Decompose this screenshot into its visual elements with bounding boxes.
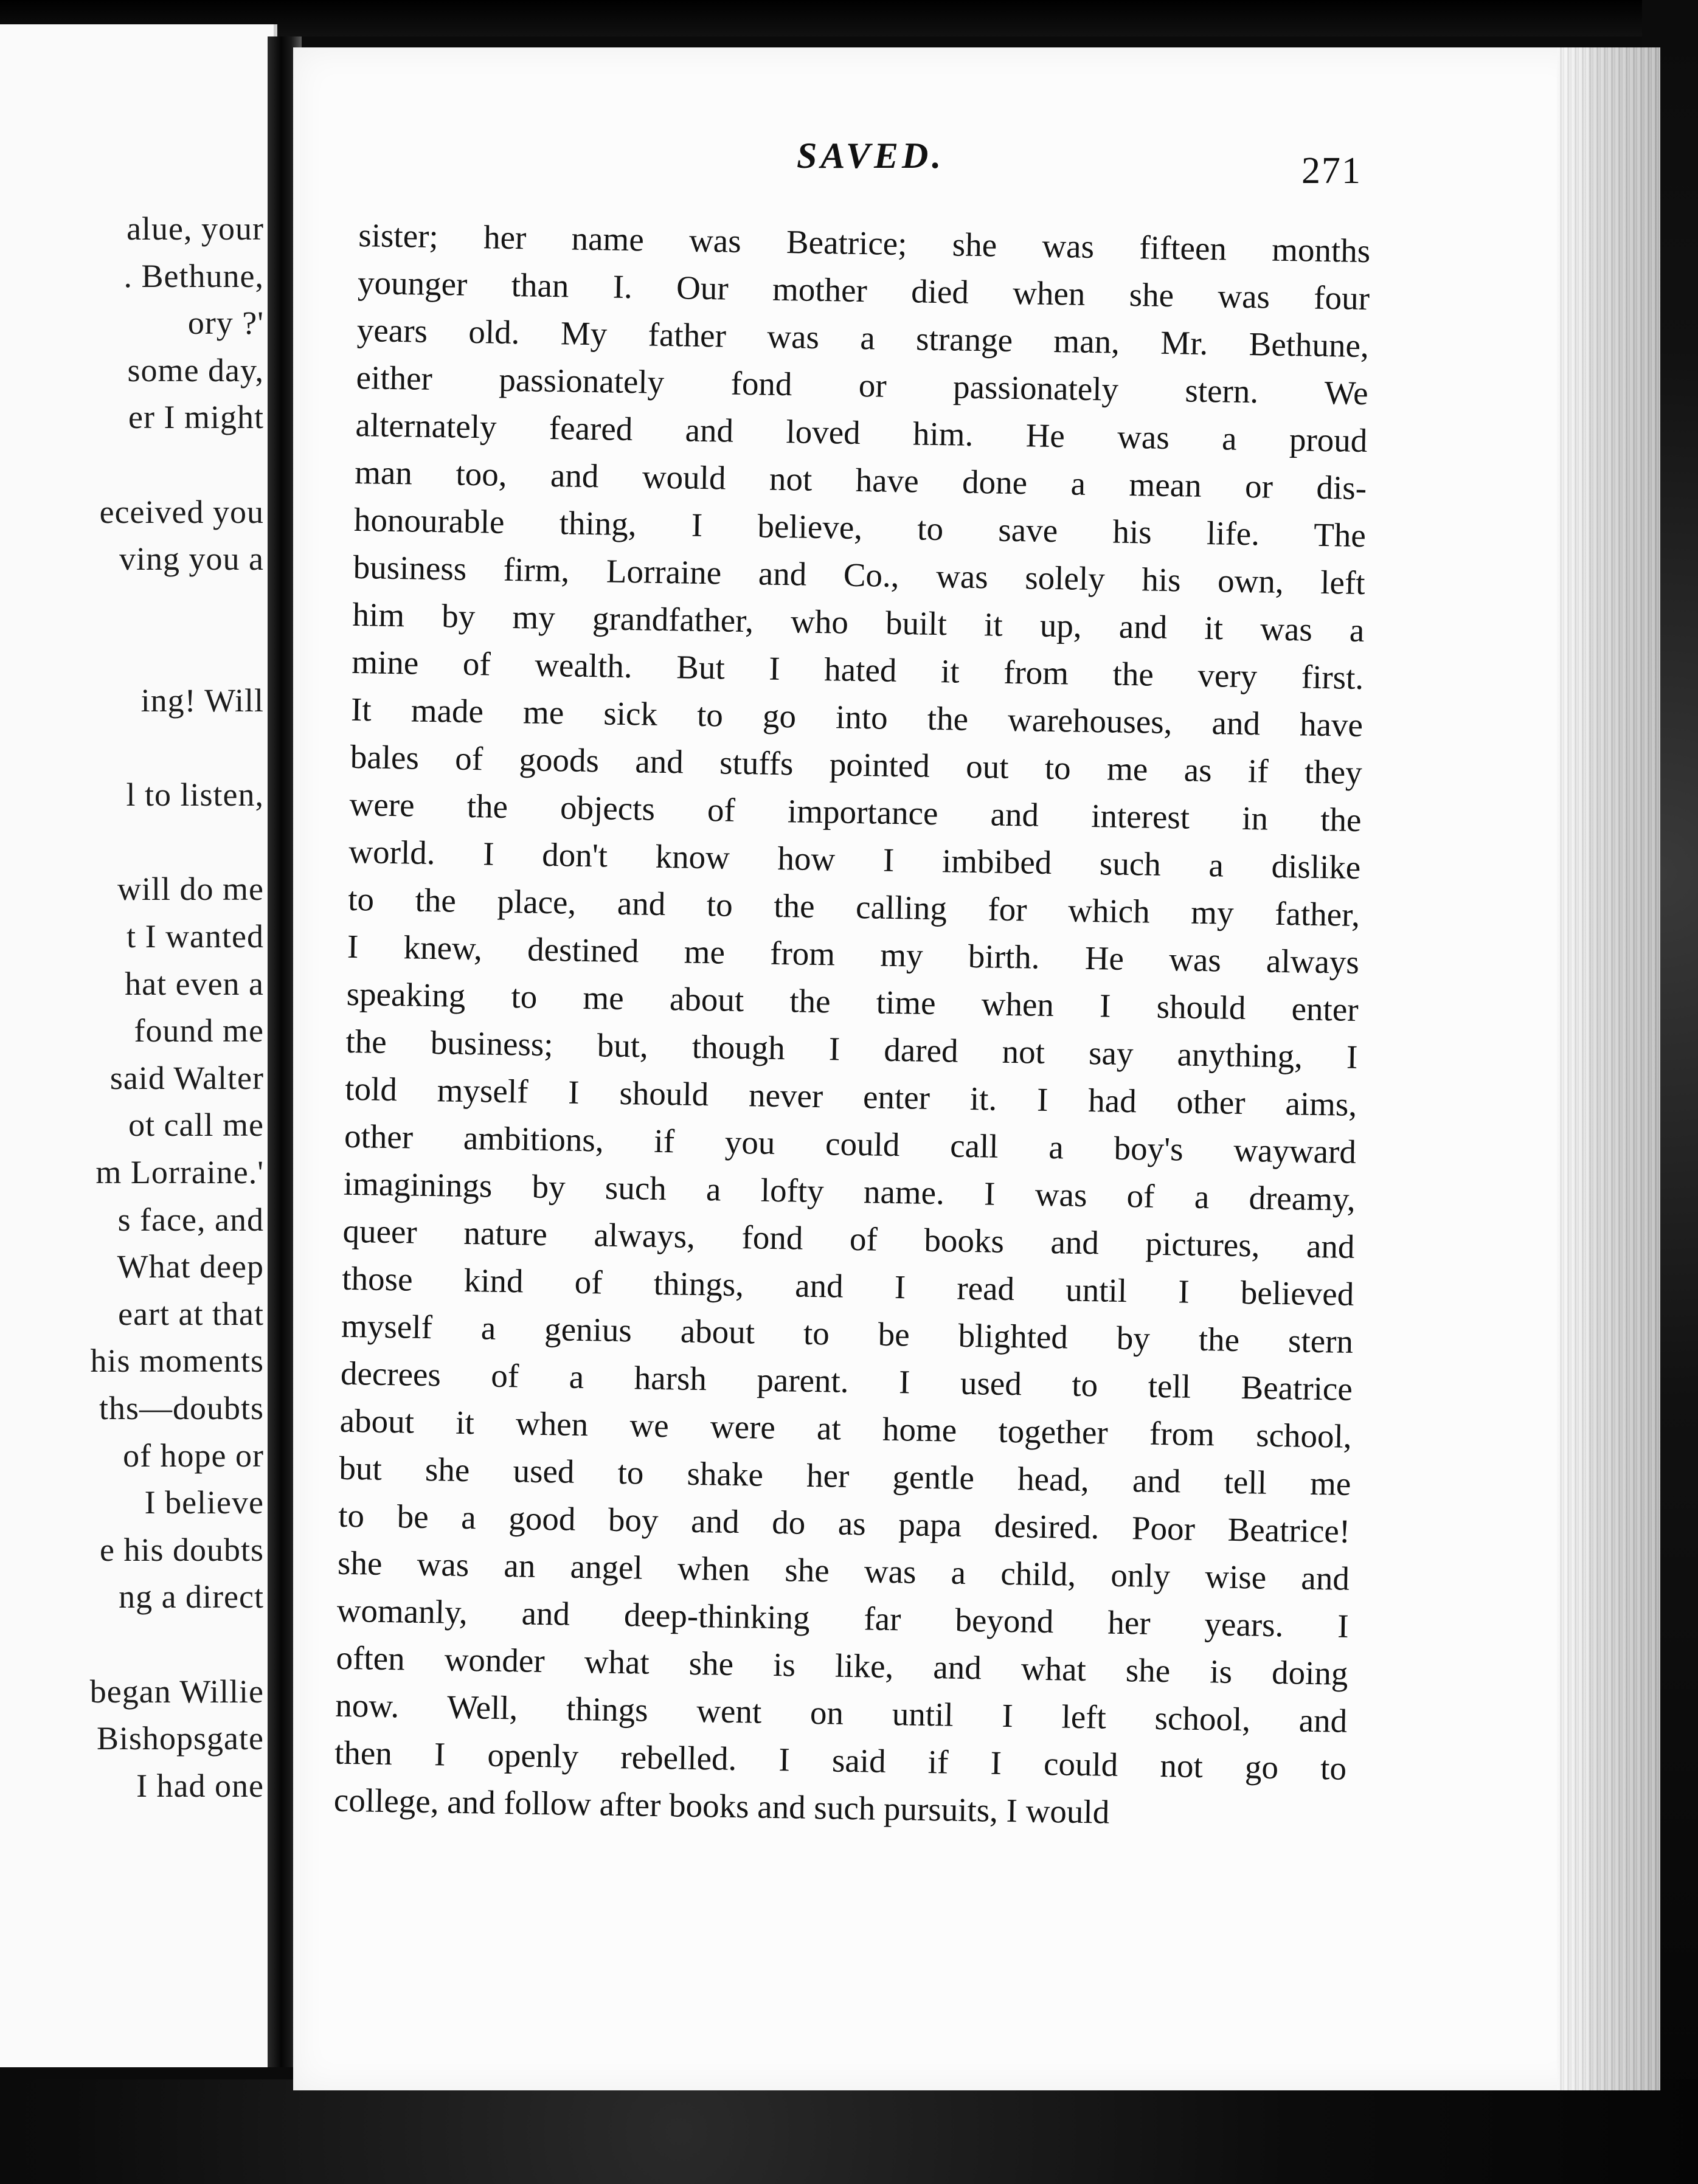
- text-line: but she used to shake her gentle head, and tell me: [339, 1449, 1351, 1502]
- text-line: she was an angel when she was a child, only wise and: [337, 1544, 1350, 1597]
- left-page-line: hat even a: [125, 965, 264, 1002]
- text-line: sister; her name was Beatrice; she was fifteen months: [358, 216, 1371, 270]
- text-line: womanly, and deep-thinking far beyond her years. I: [336, 1591, 1350, 1645]
- left-page-line: l to listen,: [126, 776, 264, 814]
- text-line: man too, and would not have done a mean or dis-: [354, 453, 1367, 507]
- text-line: told myself I should never enter it. I had other aims,: [344, 1070, 1357, 1123]
- page-block-shading: [1557, 47, 1660, 2090]
- left-page-line: er I might: [128, 399, 264, 436]
- text-line: to the place, and to the calling for which my father,: [347, 880, 1360, 933]
- text-line: years old. My father was a strange man, Mr. Bethune,: [356, 311, 1370, 365]
- page-number: 271: [1301, 150, 1362, 192]
- text-line: those kind of things, and I read until I believed: [341, 1259, 1354, 1313]
- text-line: him by my grandfather, who built it up, and it was a: [352, 595, 1365, 649]
- scan-background-bottom: [0, 2079, 1698, 2184]
- left-page-line: . Bethune,: [123, 257, 264, 294]
- left-page-line: of hope or: [123, 1437, 264, 1474]
- text-line: either passionately fond or passionately stern. We: [356, 358, 1368, 412]
- body-text: [333, 212, 1370, 1840]
- text-line: were the objects of importance and interest in the: [349, 785, 1362, 839]
- text-line: then I openly rebelled. I said if I could not go to: [334, 1733, 1347, 1787]
- text-line: other ambitions, if you could call a boy's wayward: [344, 1117, 1357, 1170]
- text-line: world. I don't know how I imbibed such a dislike: [348, 832, 1361, 886]
- text-line: It made me sick to go into the warehouses, and have: [350, 690, 1364, 744]
- left-page-line: Bishopsgate: [97, 1720, 264, 1757]
- left-page-line: e his doubts: [99, 1531, 264, 1568]
- running-head: SAVED.: [797, 136, 945, 176]
- text-line: myself a genius about to be blighted by the stern: [341, 1307, 1354, 1360]
- text-line: speaking to me about the time when I should enter: [346, 975, 1359, 1028]
- left-page-line: began Willie: [89, 1673, 264, 1710]
- left-page-line: said Walter: [109, 1059, 264, 1096]
- text-line: alternately feared and loved him. He was a proud: [355, 406, 1368, 460]
- left-page-line: What deep: [117, 1248, 264, 1285]
- text-line: business firm, Lorraine and Co., was solely his own, left: [353, 548, 1366, 602]
- left-page-line: s face, and: [117, 1201, 264, 1238]
- left-page-line: ving you a: [119, 541, 264, 578]
- left-page-line: ng a direct: [119, 1578, 264, 1616]
- text-line: imaginings by such a lofty name. I was of a dreamy,: [343, 1164, 1356, 1218]
- text-line: now. Well, things went on until I left school, and: [334, 1686, 1348, 1740]
- text-line: bales of goods and stuffs pointed out to me as if they: [350, 738, 1363, 792]
- text-line: college, and follow after books and such pursuits, I would: [333, 1781, 1110, 1831]
- left-page-line: I believe: [144, 1484, 264, 1521]
- text-line: to be a good boy and do as papa desired. Poor Beatrice!: [338, 1496, 1351, 1550]
- left-page-line: ot call me: [128, 1107, 264, 1144]
- left-page-line: will do me: [117, 871, 264, 908]
- left-facing-page: [0, 24, 277, 2067]
- text-line: the business; but, though I dared not say anything, I: [345, 1022, 1358, 1076]
- left-page-line: some day,: [127, 351, 264, 389]
- left-page-line: alue, your: [126, 210, 264, 247]
- text-line: honourable thing, I believe, to save his life. The: [353, 500, 1367, 555]
- left-page-line: eceived you: [99, 493, 264, 530]
- left-page-line: I had one: [136, 1767, 264, 1804]
- text-line: mine of wealth. But I hated it from the very first.: [351, 643, 1364, 697]
- text-line: queer nature always, fond of books and pictures, and: [342, 1212, 1355, 1265]
- left-page-line: m Lorraine.': [95, 1154, 264, 1190]
- left-page-line: ory ?': [187, 305, 264, 342]
- left-page-line: ths—doubts: [99, 1390, 264, 1426]
- text-line: about it when we were at home together from school,: [339, 1401, 1353, 1455]
- left-page-line: his moments: [90, 1343, 264, 1380]
- text-line: often wonder what she is like, and what she is doing: [336, 1639, 1348, 1692]
- left-page-line: found me: [134, 1012, 264, 1049]
- left-page-line: t I wanted: [126, 918, 264, 955]
- text-line: younger than I. Our mother died when she was four: [357, 263, 1370, 317]
- left-page-line: eart at that: [118, 1295, 264, 1332]
- text-line: decrees of a harsh parent. I used to tell Beatrice: [340, 1354, 1353, 1408]
- text-line: I knew, destined me from my birth. He was always: [347, 927, 1360, 981]
- left-page-line: ing! Will: [140, 682, 264, 719]
